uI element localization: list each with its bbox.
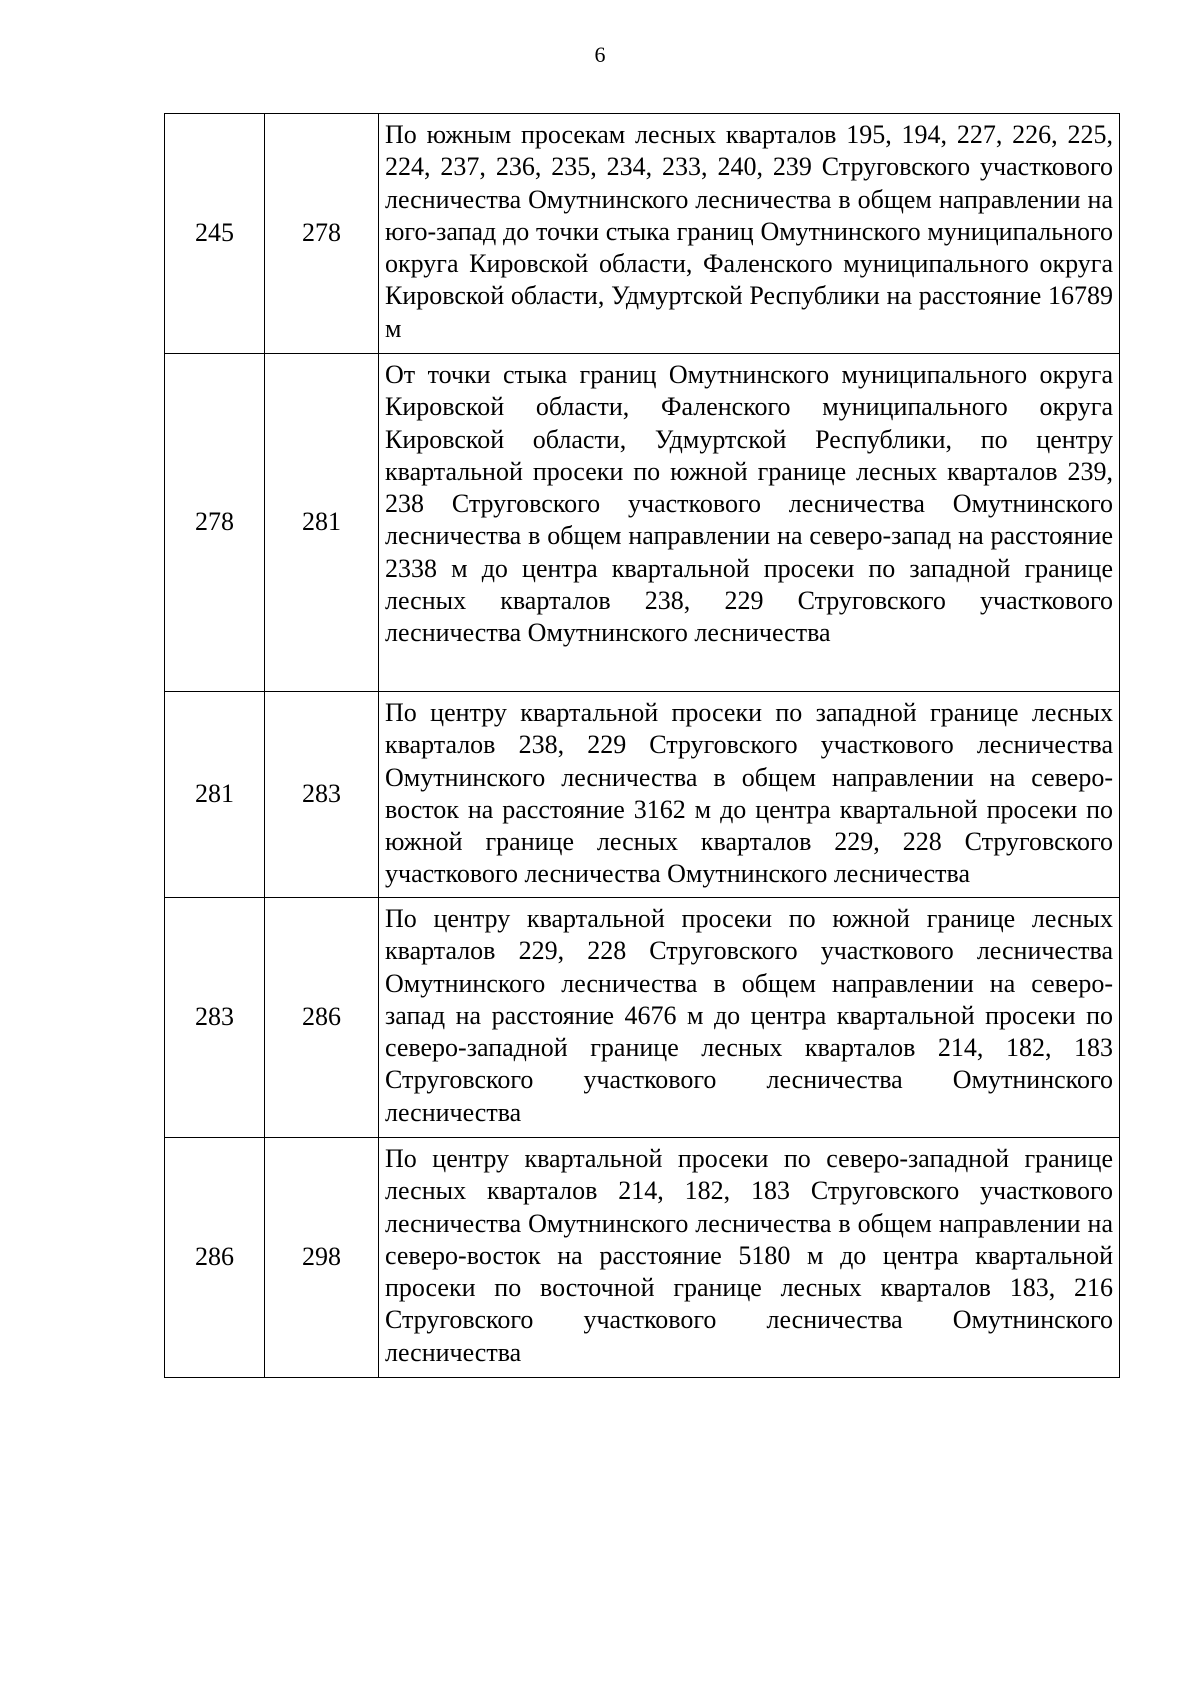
boundary-description-cell: От точки стыка границ Омутнинского муниципального округа Кировской области, Фаленского муниципального округа Кировской области, Удмуртской Республики, по центру квартальной просеки по южной границе лесных кварталов 239, 238 Струговского участкового лесничества Омутнинского лесничества в общем направлении на северо-запад на расстояние 2338 м до центра квартальной просеки по западной границе лесных кварталов 238, 229 Струговского участкового лесничества Омутнинского лесничества xyxy=(379,354,1120,692)
point-to-cell: 283 xyxy=(265,692,379,898)
table-row xyxy=(165,354,1120,692)
boundary-description-cell: По центру квартальной просеки по южной границе лесных кварталов 229, 228 Струговского участкового лесничества Омутнинского лесничества в общем направлении на северо-запад на расстояние 4676 м до центра квартальной просеки по северо-западной границе лесных кварталов 214, 182, 183 Струговского участкового лесничества Омутнинского лесничества xyxy=(379,898,1120,1138)
boundary-description-cell: По южным просекам лесных кварталов 195, 194, 227, 226, 225, 224, 237, 236, 235, 234, 233, 240, 239 Струговского участкового лесничества Омутнинского лесничества в общем направлении на юго-запад до точки стыка границ Омутнинского муниципального округа Кировской области, Фаленского муниципального округа Кировской области, Удмуртской Республики на расстояние 16789 м xyxy=(379,114,1120,354)
boundary-description-cell: По центру квартальной просеки по западной границе лесных кварталов 238, 229 Струговского участкового лесничества Омутнинского лесничества в общем направлении на северо-восток на расстояние 3162 м до центра квартальной просеки по южной границе лесных кварталов 229, 228 Струговского участкового лесничества Омутнинского лесничества xyxy=(379,692,1120,898)
point-from-cell: 286 xyxy=(165,1138,265,1378)
point-from-cell: 281 xyxy=(165,692,265,898)
table-row xyxy=(165,114,1120,354)
page-number: 6 xyxy=(594,42,606,67)
table-row xyxy=(165,692,1120,898)
point-from-cell: 283 xyxy=(165,898,265,1138)
point-to-cell: 281 xyxy=(265,354,379,692)
point-to-cell: 298 xyxy=(265,1138,379,1378)
point-from-cell: 245 xyxy=(165,114,265,354)
boundary-description-table xyxy=(164,113,1120,1378)
point-to-cell: 286 xyxy=(265,898,379,1138)
boundary-description-cell: По центру квартальной просеки по северо-западной границе лесных кварталов 214, 182, 183 Струговского участкового лесничества Омутнинского лесничества в общем направлении на северо-восток на расстояние 5180 м до центра квартальной просеки по восточной границе лесных кварталов 183, 216 Струговского участкового лесничества Омутнинского лесничества xyxy=(379,1138,1120,1378)
table-row xyxy=(165,1138,1120,1378)
table-row xyxy=(165,898,1120,1138)
point-from-cell: 278 xyxy=(165,354,265,692)
point-to-cell: 278 xyxy=(265,114,379,354)
